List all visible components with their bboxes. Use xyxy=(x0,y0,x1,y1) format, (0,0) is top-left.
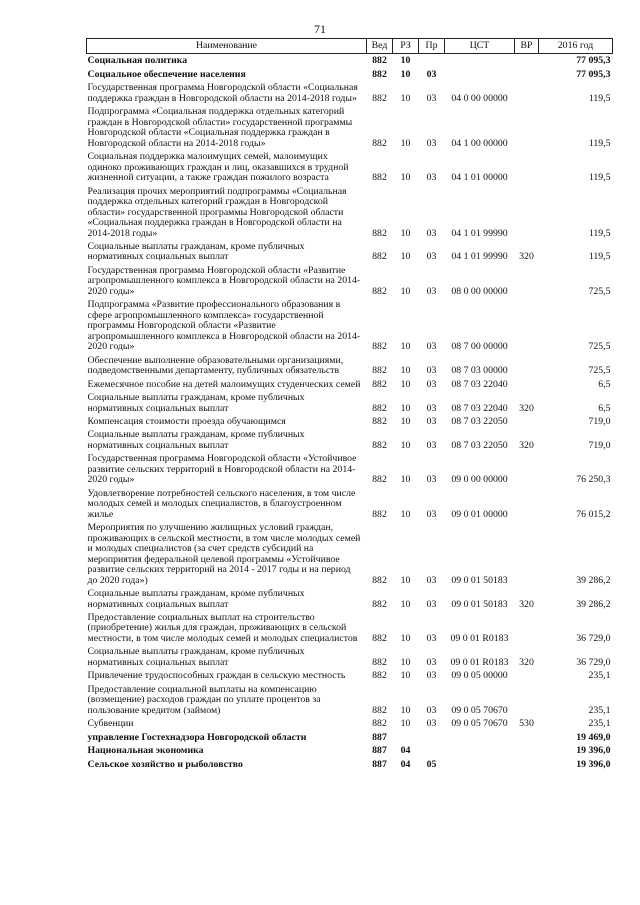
amount-2016: 725,5 xyxy=(588,341,611,353)
table-body xyxy=(87,54,613,773)
pr-code: 03 xyxy=(426,92,437,104)
item-name: управление Гостехнадзора Новгородской области xyxy=(87,731,307,743)
ved-code: 882 xyxy=(372,378,387,390)
rz-code: 10 xyxy=(400,227,411,239)
vr-code: 320 xyxy=(519,251,534,263)
rz-code: 10 xyxy=(400,285,411,297)
column-header-cst: ЦСТ xyxy=(445,39,515,54)
vr-code: 320 xyxy=(519,402,534,414)
vr-code xyxy=(515,759,539,772)
table-row xyxy=(87,107,613,152)
ved-code: 882 xyxy=(372,416,387,427)
pr-code: 03 xyxy=(426,227,437,239)
table-row xyxy=(87,732,613,745)
table-row xyxy=(87,241,613,265)
amount-2016: 39 286,2 xyxy=(576,574,611,586)
table-row xyxy=(87,719,613,732)
table-row xyxy=(87,265,613,299)
item-name: Социальные выплаты гражданам, кроме публичных нормативных социальных выплат xyxy=(87,392,305,414)
vr-code xyxy=(515,612,539,646)
amount-2016: 725,5 xyxy=(588,365,611,377)
pr-code: 03 xyxy=(426,598,437,610)
ved-code: 882 xyxy=(372,172,387,184)
amount-2016: 719,0 xyxy=(588,416,611,427)
cst-code: 04 1 01 00000 xyxy=(451,172,508,184)
budget-table xyxy=(86,38,613,773)
amount-2016: 39 286,2 xyxy=(576,598,611,610)
vr-code: 320 xyxy=(519,598,534,610)
item-name: Национальная экономика xyxy=(87,745,204,757)
amount-2016: 19 469,0 xyxy=(576,731,611,743)
item-name: Мероприятия по улучшению жилищных условий граждан, проживающих в сельской местности, в том числе молодых семей и молодых специалистов (за счет средств субсидий на мероприятия федеральной целевой программы «Устойчивое развитие сельских территорий на 2014 - 2017 годы и на период до 2020 года») xyxy=(87,522,361,586)
amount-2016: 6,5 xyxy=(598,402,611,414)
rz-code: 10 xyxy=(400,378,411,390)
rz-code xyxy=(393,732,419,745)
pr-code: 03 xyxy=(426,632,437,644)
vr-code xyxy=(515,746,539,759)
rz-code: 10 xyxy=(400,632,411,644)
vr-code xyxy=(515,265,539,299)
ved-code: 882 xyxy=(372,92,387,104)
pr-code: 03 xyxy=(426,68,437,80)
amount-2016: 6,5 xyxy=(598,378,611,390)
cst-code: 09 0 05 00000 xyxy=(451,670,508,682)
ved-code: 882 xyxy=(372,598,387,610)
amount-2016: 235,1 xyxy=(588,670,611,682)
pr-code: 03 xyxy=(426,378,437,390)
item-name: Привлечение трудоспособных граждан в сельскую местность xyxy=(87,670,346,682)
amount-2016: 235,1 xyxy=(588,718,611,730)
cst-code xyxy=(445,69,515,82)
vr-code xyxy=(515,488,539,522)
item-name: Предоставление социальных выплат на строительство (приобретение) жилья для граждан, проживающих в сельской местности, в том числе молодых семей и молодых специалистов xyxy=(87,611,358,644)
pr-code: 03 xyxy=(426,416,437,427)
pr-code: 03 xyxy=(426,704,437,716)
ved-code: 882 xyxy=(372,137,387,149)
pr-code: 03 xyxy=(426,251,437,263)
amount-2016: 719,0 xyxy=(588,439,611,451)
rz-code: 10 xyxy=(400,365,411,377)
pr-code: 03 xyxy=(426,474,437,486)
ved-code: 887 xyxy=(372,745,387,757)
amount-2016: 36 729,0 xyxy=(576,656,611,668)
column-header-year: 2016 год xyxy=(539,39,613,54)
cst-code: 04 0 00 00000 xyxy=(451,92,508,104)
vr-code xyxy=(515,107,539,152)
cst-code: 08 7 00 00000 xyxy=(451,341,508,353)
table-row xyxy=(87,417,613,430)
vr-code xyxy=(515,454,539,488)
ved-code: 887 xyxy=(372,731,387,743)
vr-code xyxy=(515,152,539,186)
item-name: Социальная поддержка малоимущих семей, малоимущих одиноко проживающих граждан и лиц, оказавшихся в трудной жизненной ситуации, а также граждан пожилого возраста xyxy=(87,151,349,184)
cst-code xyxy=(445,54,515,69)
table-row xyxy=(87,69,613,82)
rz-code: 10 xyxy=(400,341,411,353)
vr-code xyxy=(515,523,539,589)
table-row xyxy=(87,454,613,488)
pr-code: 03 xyxy=(426,137,437,149)
amount-2016: 19 396,0 xyxy=(576,758,611,770)
item-name: Социальные выплаты гражданам, кроме публичных нормативных социальных выплат xyxy=(87,429,305,451)
ved-code: 882 xyxy=(372,365,387,377)
rz-code: 04 xyxy=(400,758,411,770)
pr-code: 03 xyxy=(426,365,437,377)
ved-code: 882 xyxy=(372,285,387,297)
cst-code: 09 0 01 50183 xyxy=(451,574,508,586)
ved-code: 882 xyxy=(372,632,387,644)
column-header-rz: РЗ xyxy=(393,39,419,54)
table-row xyxy=(87,300,613,355)
cst-code: 08 0 00 00000 xyxy=(451,285,508,297)
item-name: Государственная программа Новгородской области «Социальная поддержка граждан в Новгородской области на 2014-2018 годы» xyxy=(87,82,358,104)
pr-code: 03 xyxy=(426,718,437,730)
column-header-vr: ВР xyxy=(515,39,539,54)
item-name: Компенсация стоимости проезда обучающимся xyxy=(87,416,286,427)
table-row xyxy=(87,746,613,759)
cst-code: 09 0 05 70670 xyxy=(451,704,508,716)
item-name: Государственная программа Новгородской области «Устойчивое развитие сельских территорий в Новгородской области на 2014-2020 годы» xyxy=(87,453,357,486)
pr-code: 03 xyxy=(426,656,437,668)
table-row xyxy=(87,83,613,107)
pr-code xyxy=(419,732,445,745)
pr-code: 05 xyxy=(426,758,437,770)
rz-code: 10 xyxy=(400,251,411,263)
rz-code: 10 xyxy=(400,137,411,149)
vr-code xyxy=(515,671,539,684)
amount-2016: 119,5 xyxy=(588,251,611,263)
ved-code: 882 xyxy=(372,68,387,80)
vr-code xyxy=(515,379,539,392)
cst-code: 09 0 05 70670 xyxy=(451,718,508,730)
table-row xyxy=(87,647,613,671)
vr-code xyxy=(515,732,539,745)
header-row xyxy=(87,39,613,54)
pr-code: 03 xyxy=(426,172,437,184)
vr-code xyxy=(515,300,539,355)
amount-2016: 76 015,2 xyxy=(576,508,611,520)
pr-code xyxy=(419,746,445,759)
item-name: Подпрограмма «Развитие профессионального образования в сфере агропромышленного комплекса» государственной программы Новгородской области «Развитие агропромышленного комплекса в Новгородской области на 2014-2020 годы» xyxy=(87,299,361,353)
item-name: Социальные выплаты гражданам, кроме публичных нормативных социальных выплат xyxy=(87,588,305,610)
cst-code: 08 7 03 22050 xyxy=(451,439,508,451)
table-row xyxy=(87,186,613,241)
cst-code: 09 0 01 00000 xyxy=(451,508,508,520)
rz-code: 10 xyxy=(400,656,411,668)
vr-code xyxy=(515,684,539,718)
amount-2016: 119,5 xyxy=(588,172,611,184)
table-row xyxy=(87,684,613,718)
pr-code: 03 xyxy=(426,439,437,451)
table-row xyxy=(87,488,613,522)
table-row xyxy=(87,54,613,69)
item-name: Социальное обеспечение населения xyxy=(87,68,246,80)
ved-code: 882 xyxy=(372,439,387,451)
ved-code: 887 xyxy=(372,758,387,770)
page-number: 71 xyxy=(314,22,326,36)
item-name: Государственная программа Новгородской области «Развитие агропромышленного комплекса в Новгородской области на 2014-2020 годы» xyxy=(87,264,361,297)
rz-code: 10 xyxy=(400,718,411,730)
amount-2016: 119,5 xyxy=(588,137,611,149)
amount-2016: 36 729,0 xyxy=(576,632,611,644)
ved-code: 882 xyxy=(372,704,387,716)
item-name: Социальные выплаты гражданам, кроме публичных нормативных социальных выплат xyxy=(87,646,305,668)
amount-2016: 119,5 xyxy=(588,92,611,104)
table-row xyxy=(87,612,613,646)
vr-code xyxy=(515,355,539,379)
ved-code: 882 xyxy=(372,508,387,520)
rz-code: 10 xyxy=(400,55,411,67)
ved-code: 882 xyxy=(372,718,387,730)
pr-code: 03 xyxy=(426,285,437,297)
column-header-name: Наименование xyxy=(87,39,367,54)
amount-2016: 725,5 xyxy=(588,285,611,297)
pr-code: 03 xyxy=(426,402,437,414)
column-header-pr: Пр xyxy=(419,39,445,54)
item-name: Удовлетворение потребностей сельского населения, в том числе молодых семей и молодых специалистов, в благоустроенном жилье xyxy=(87,487,356,520)
table-row xyxy=(87,393,613,417)
pr-code: 03 xyxy=(426,341,437,353)
pr-code: 03 xyxy=(426,670,437,682)
item-name: Социальные выплаты гражданам, кроме публичных нормативных социальных выплат xyxy=(87,240,305,263)
ved-code: 882 xyxy=(372,251,387,263)
cst-code: 04 1 01 99990 xyxy=(451,227,508,239)
vr-code xyxy=(515,417,539,430)
ved-code: 882 xyxy=(372,55,387,67)
vr-code xyxy=(515,54,539,69)
table-row xyxy=(87,355,613,379)
rz-code: 10 xyxy=(400,439,411,451)
ved-code: 882 xyxy=(372,227,387,239)
cst-code: 08 7 03 00000 xyxy=(451,365,508,377)
cst-code: 08 7 03 22040 xyxy=(451,402,508,414)
cst-code xyxy=(445,732,515,745)
cst-code: 04 1 01 99990 xyxy=(451,251,508,263)
cst-code: 09 0 00 00000 xyxy=(451,474,508,486)
vr-code: 530 xyxy=(519,718,534,730)
column-header-ved: Вед xyxy=(367,39,393,54)
pr-code xyxy=(419,54,445,69)
table-row xyxy=(87,523,613,589)
item-name: Ежемесячное пособие на детей малоимущих студенческих семей xyxy=(87,378,361,390)
cst-code: 09 0 01 R0183 xyxy=(450,656,509,668)
rz-code: 10 xyxy=(400,474,411,486)
ved-code: 882 xyxy=(372,474,387,486)
rz-code: 10 xyxy=(400,670,411,682)
table-row xyxy=(87,671,613,684)
rz-code: 10 xyxy=(400,704,411,716)
vr-code: 320 xyxy=(519,439,534,451)
table-row xyxy=(87,379,613,392)
pr-code: 03 xyxy=(426,508,437,520)
rz-code: 10 xyxy=(400,68,411,80)
ved-code: 882 xyxy=(372,574,387,586)
cst-code xyxy=(445,759,515,772)
vr-code xyxy=(515,69,539,82)
item-name: Субвенции xyxy=(87,718,134,730)
ved-code: 882 xyxy=(372,670,387,682)
rz-code: 04 xyxy=(400,745,411,757)
cst-code: 09 0 01 50183 xyxy=(451,598,508,610)
rz-code: 10 xyxy=(400,402,411,414)
rz-code: 10 xyxy=(400,416,411,427)
table-row xyxy=(87,589,613,613)
cst-code xyxy=(445,746,515,759)
amount-2016: 76 250,3 xyxy=(576,474,611,486)
table-row xyxy=(87,430,613,454)
amount-2016: 19 396,0 xyxy=(576,745,611,757)
item-name: Предоставление социальной выплаты на компенсацию (возмещение) расходов граждан по уплате процентов за пользование кредитом (займом) xyxy=(87,683,321,716)
item-name: Сельское хозяйство и рыболовство xyxy=(87,758,243,770)
cst-code: 09 0 01 R0183 xyxy=(450,632,509,644)
amount-2016: 119,5 xyxy=(588,227,611,239)
cst-code: 08 7 03 22050 xyxy=(451,416,508,427)
rz-code: 10 xyxy=(400,574,411,586)
amount-2016: 77 095,3 xyxy=(576,55,611,67)
cst-code: 04 1 00 00000 xyxy=(451,137,508,149)
vr-code xyxy=(515,83,539,107)
ved-code: 882 xyxy=(372,656,387,668)
vr-code: 320 xyxy=(519,656,534,668)
pr-code: 03 xyxy=(426,574,437,586)
ved-code: 882 xyxy=(372,341,387,353)
cst-code: 08 7 03 22040 xyxy=(451,378,508,390)
table-row xyxy=(87,759,613,772)
amount-2016: 77 095,3 xyxy=(576,68,611,80)
ved-code: 882 xyxy=(372,402,387,414)
table-row xyxy=(87,152,613,186)
rz-code: 10 xyxy=(400,598,411,610)
rz-code: 10 xyxy=(400,92,411,104)
rz-code: 10 xyxy=(400,172,411,184)
item-name: Обеспечение выполнение образовательными организациями, подведомственными департаменту, публичных обязательств xyxy=(87,354,344,377)
rz-code: 10 xyxy=(400,508,411,520)
amount-2016: 235,1 xyxy=(588,704,611,716)
item-name: Реализация прочих мероприятий подпрограммы «Социальная поддержка отдельных категорий граждан в Новгородской области» государственной программы Новгородской области «Социальная поддержка граждан в Новгородской области на 2014-2018 годы» xyxy=(87,185,347,239)
item-name: Подпрограмма «Социальная поддержка отдельных категорий граждан в Новгородской области» государственной программы Новгородской области «Социальная поддержка граждан в Новгородской области на 2014-2018 годы» xyxy=(87,106,353,149)
vr-code xyxy=(515,186,539,241)
item-name: Социальная политика xyxy=(87,55,188,67)
